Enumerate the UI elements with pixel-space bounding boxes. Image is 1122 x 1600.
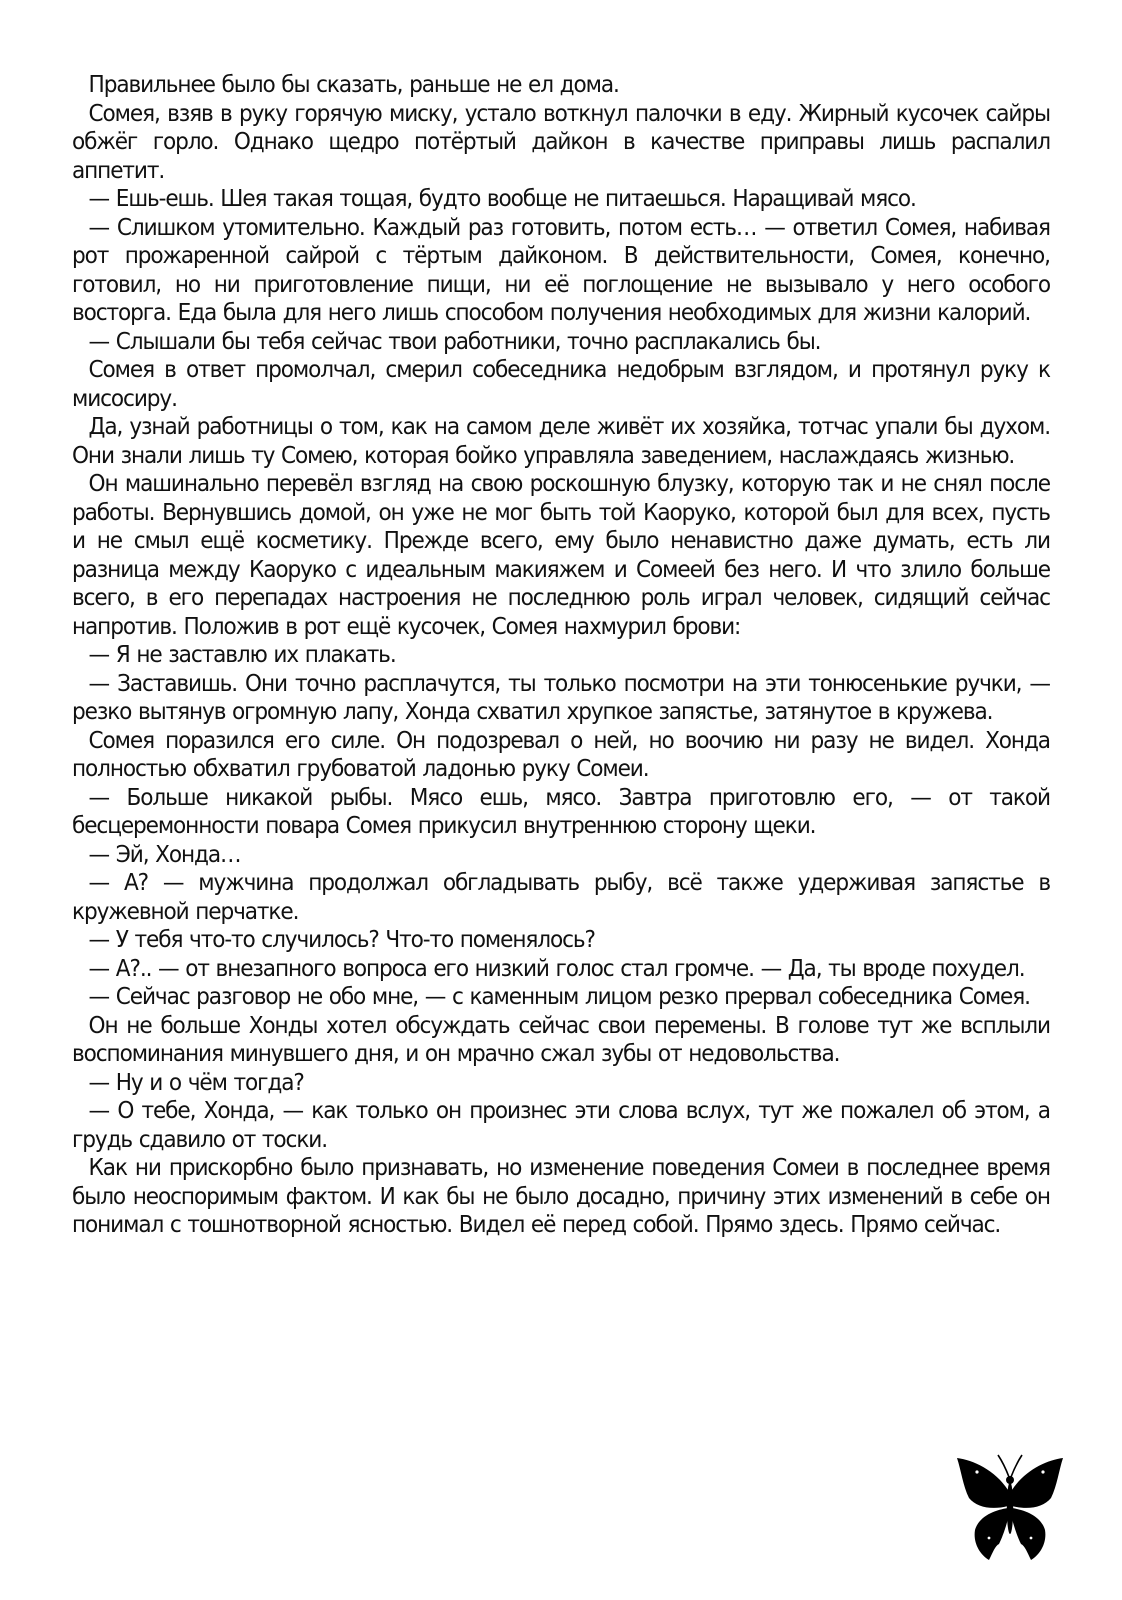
paragraph: — Я не заставлю их плакать. bbox=[88, 640, 396, 668]
paragraph: — Эй, Хонда… bbox=[88, 839, 241, 868]
paragraph: Сомея поразился его силе. Он подозревал о ней, но воочию ни разу не видел. Хонда полностью обхватил грубоватой ладонью руку Сомеи. bbox=[72, 725, 1050, 782]
butterfly-icon bbox=[955, 1450, 1065, 1562]
paragraph: Правильнее было бы сказать, раньше не ел дома. bbox=[88, 70, 619, 98]
paragraph: — Ну и о чём тогда? bbox=[88, 1067, 304, 1096]
paragraph: Как ни прискорбно было признавать, но изменение поведения Сомеи в последнее время было неоспоримым фактом. И как бы не было досадно, причину этих изменений в себе он понимал с тошнотворной ясностью. Видел её перед собой. Прямо здесь. Прямо сейчас. bbox=[72, 1153, 1050, 1238]
paragraph: — Больше никакой рыбы. Мясо ешь, мясо. Завтра приготовлю его, — от такой бесцеремонности повара Сомея прикусил внутреннюю сторону щеки. bbox=[72, 782, 1050, 839]
paragraph: — Сейчас разговор не обо мне, — с каменным лицом резко прервал собеседника Сомея. bbox=[88, 982, 1030, 1010]
paragraph: — А?.. — от внезапного вопроса его низкий голос стал громче. — Да, ты вроде похудел. bbox=[88, 953, 1025, 982]
paragraph: — У тебя что-то случилось? Что-то поменялось? bbox=[88, 925, 595, 953]
paragraph: Он машинально перевёл взгляд на свою роскошную блузку, которую так и не снял после работы. Вернувшись домой, он уже не мог быть той Каоруко, которой был для всех, пусть и не смыл ещё косметику. Прежде всего, ему было ненавистно даже думать, есть ли разница между Каоруко с идеальным макияжем и Сомеей без него. И что злило больше всего, в его перепадах настроения не последнюю роль играл человек, сидящий сейчас напротив. Положив в рот ещё кусочек, Сомея нахмурил брови: bbox=[72, 469, 1050, 640]
paragraph: Он не больше Хонды хотел обсуждать сейчас свои перемены. В голове тут же всплыли воспоминания минувшего дня, и он мрачно сжал зубы от недовольства. bbox=[72, 1010, 1050, 1067]
page-text bbox=[72, 70, 1050, 1239]
paragraph: — Слишком утомительно. Каждый раз готовить, потом есть… — ответил Сомея, набивая рот прожаренной сайрой с тёртым дайконом. В действительности, Сомея, конечно, готовил, но ни приготовление пищи, ни её поглощение не вызывало у него особого восторга. Еда была для него лишь способом получения необходимых для жизни калорий. bbox=[72, 212, 1050, 326]
paragraph: — А? — мужчина продолжал обгладывать рыбу, всё также удерживая запястье в кружевной перчатке. bbox=[72, 868, 1050, 925]
paragraph: Да, узнай работницы о том, как на самом деле живёт их хозяйка, тотчас упали бы духом. Они знали лишь ту Сомею, которая бойко управляла заведением, наслаждаясь жизнью. bbox=[72, 412, 1050, 469]
paragraph: — О тебе, Хонда, — как только он произнес эти слова вслух, тут же пожалел об этом, а грудь сдавило от тоски. bbox=[72, 1096, 1050, 1153]
paragraph: Сомея, взяв в руку горячую миску, устало воткнул палочки в еду. Жирный кусочек сайры обжёг горло. Однако щедро потёртый дайкон в качестве приправы лишь распалил аппетит. bbox=[72, 98, 1050, 184]
paragraph: — Ешь-ешь. Шея такая тощая, будто вообще не питаешься. Наращивай мясо. bbox=[88, 184, 916, 212]
paragraph: — Заставишь. Они точно расплачутся, ты только посмотри на эти тонюсенькие ручки, — резко вытянув огромную лапу, Хонда схватил хрупкое запястье, затянутое в кружева. bbox=[72, 668, 1050, 725]
paragraph: Сомея в ответ промолчал, смерил собеседника недобрым взглядом, и протянул руку к мисосиру. bbox=[72, 355, 1050, 412]
paragraph: — Слышали бы тебя сейчас твои работники, точно расплакались бы. bbox=[88, 326, 821, 355]
